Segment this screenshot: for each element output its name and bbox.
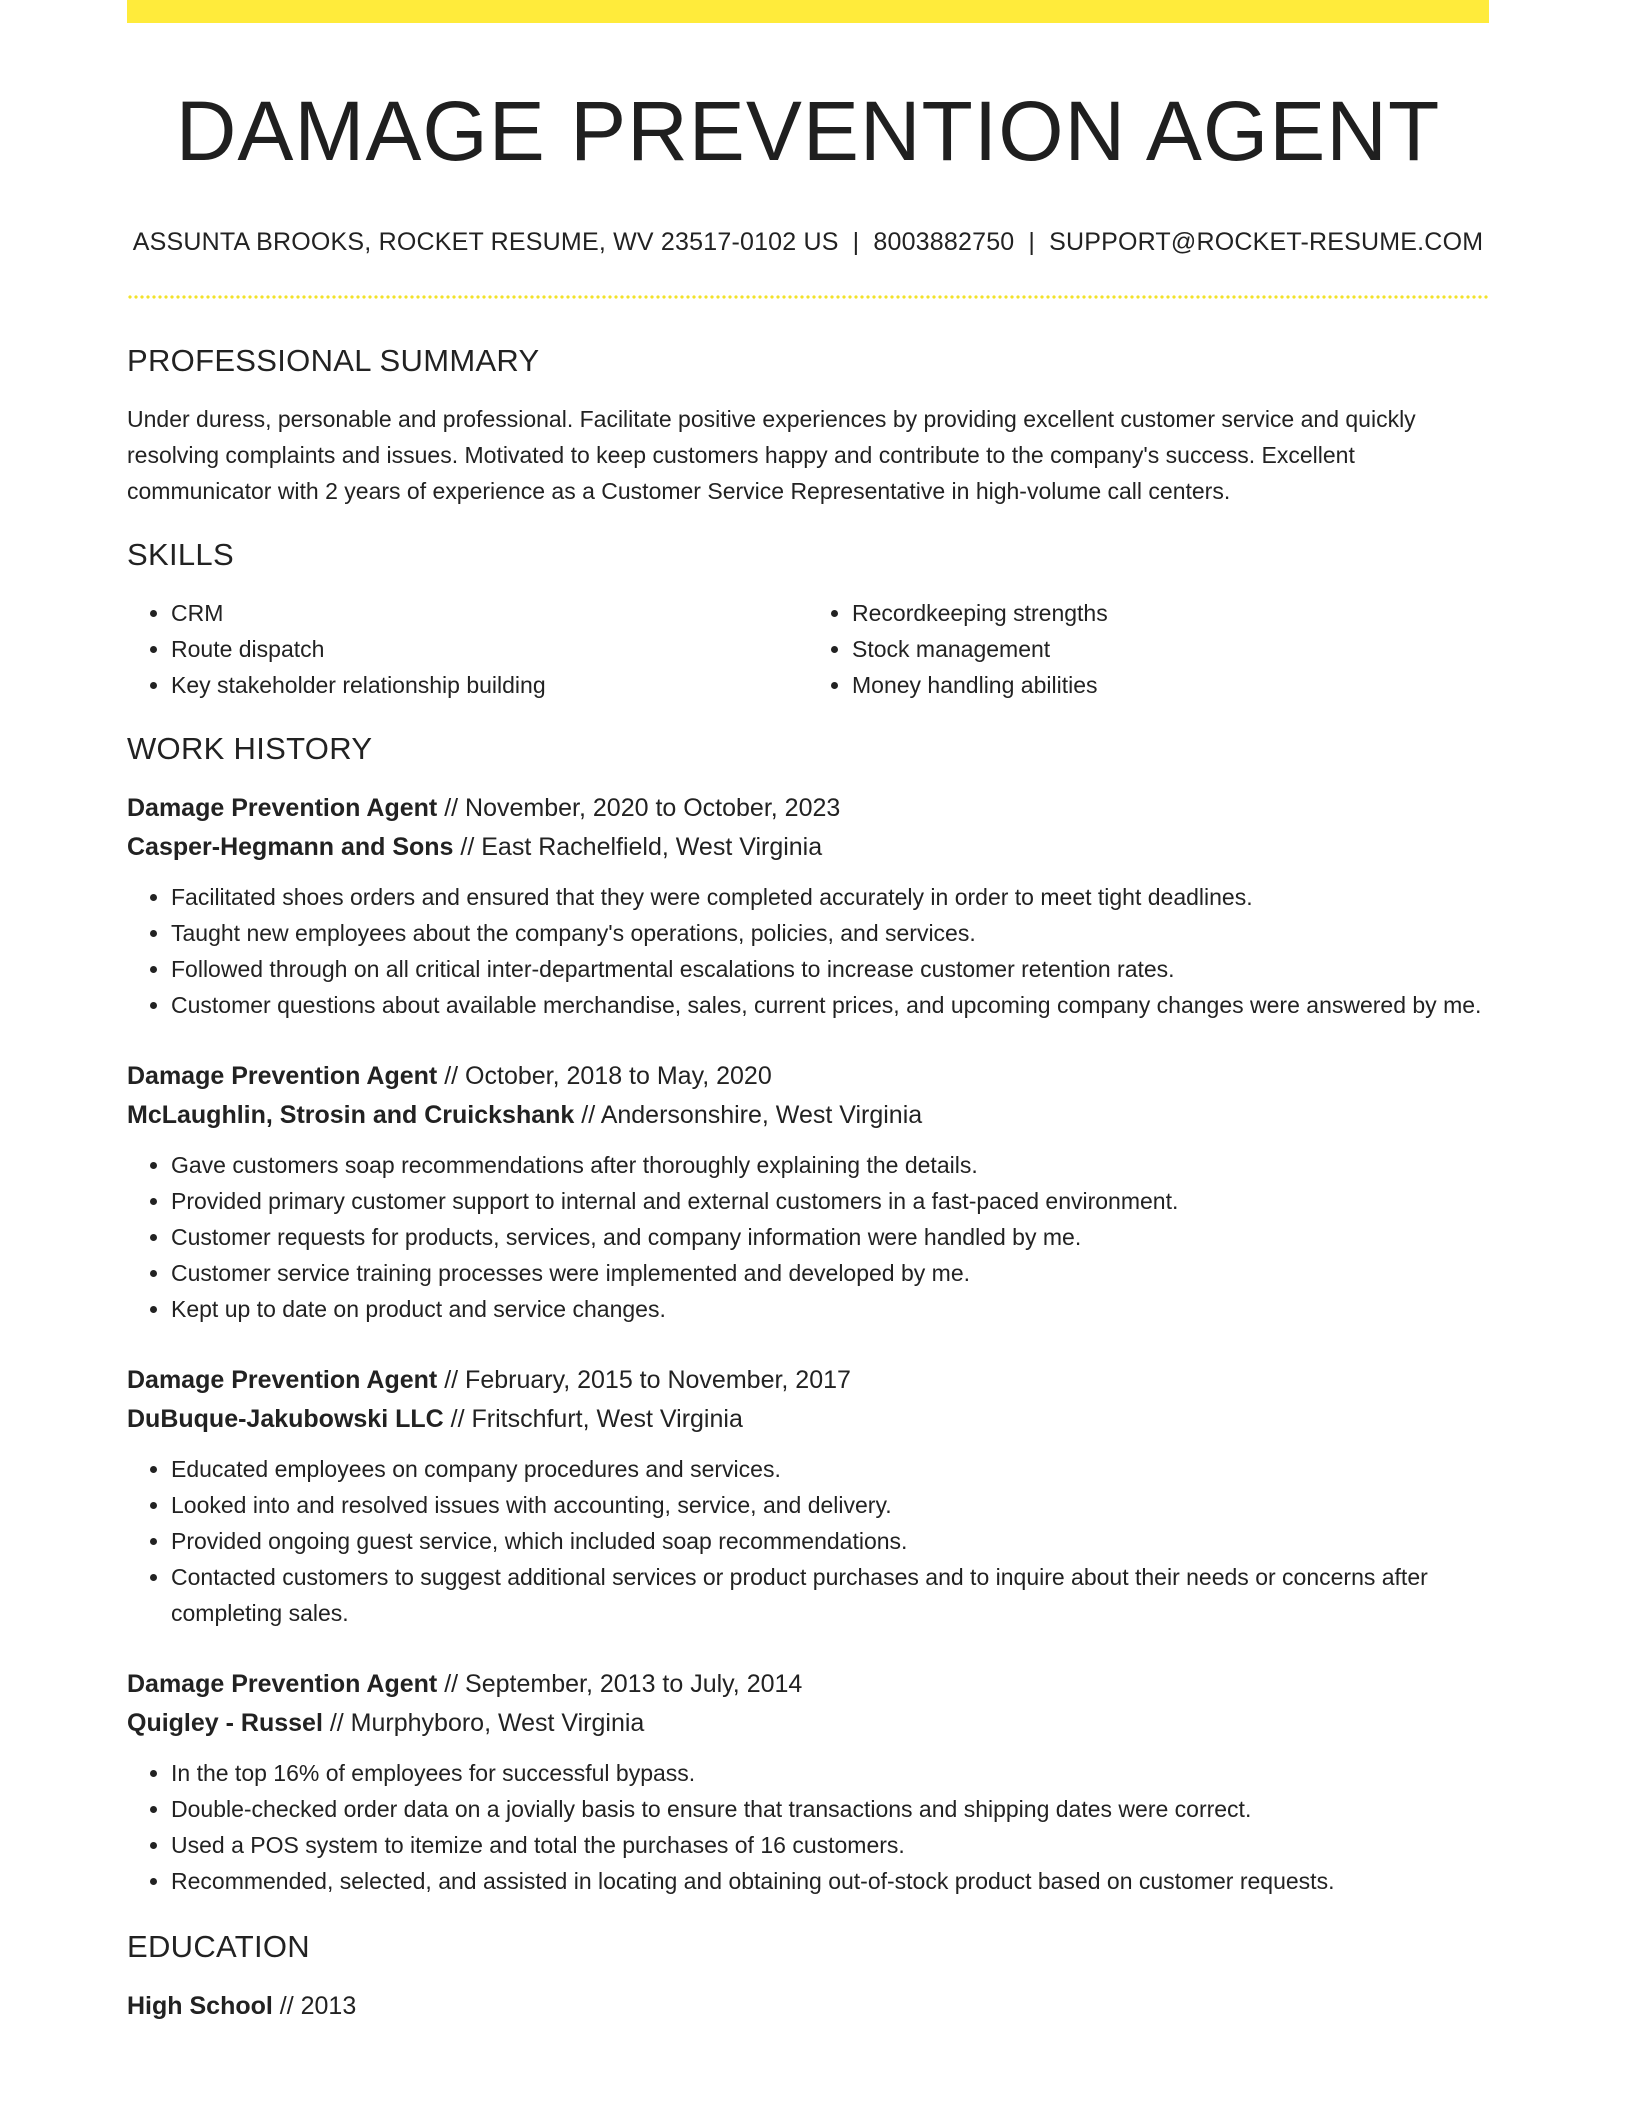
job-company: Quigley - Russel (127, 1708, 323, 1737)
job-title-line (127, 1665, 1489, 1704)
job-duty: • Kept up to date on product and service changes. (171, 1291, 1489, 1327)
job-company-line (127, 1400, 1489, 1439)
job-title-line (127, 789, 1489, 828)
job-dates: // February, 2015 to November, 2017 (437, 1365, 851, 1394)
dotted-divider (127, 295, 1489, 299)
job-duty: • Educated employees on company procedures and services. (171, 1451, 1489, 1487)
skill-item: • Money handling abilities (852, 667, 1489, 703)
job-duty: • In the top 16% of employees for successful bypass. (171, 1755, 1489, 1791)
job-location: // Murphyboro, West Virginia (322, 1708, 645, 1737)
contact-phone: 8003882750 (873, 227, 1015, 256)
contact-separator: | (852, 227, 860, 256)
job-duty: • Facilitated shoes orders and ensured that they were completed accurately in order to meet tight deadlines. (171, 879, 1489, 915)
summary-heading: PROFESSIONAL SUMMARY (127, 342, 540, 378)
resume-title: DAMAGE PREVENTION AGENT (175, 84, 1441, 178)
contact-email: SUPPORT@ROCKET-RESUME.COM (1049, 227, 1484, 256)
job-company-line (127, 828, 1489, 867)
skills-column-left (127, 595, 808, 703)
skills-list (127, 595, 1489, 703)
job-duties (127, 1755, 1489, 1899)
job-duty: • Followed through on all critical inter-departmental escalations to increase customer retention rates. (171, 951, 1489, 987)
job-duties (127, 879, 1489, 1023)
job-title-line (127, 1361, 1489, 1400)
skill-item: • Recordkeeping strengths (852, 595, 1489, 631)
job-location: // Fritschfurt, West Virginia (443, 1404, 743, 1433)
contact-address: ASSUNTA BROOKS, ROCKET RESUME, WV 23517-0102 US (132, 227, 839, 256)
job-duties (127, 1451, 1489, 1631)
job-duty: • Double-checked order data on a jovially basis to ensure that transactions and shipping dates were correct. (171, 1791, 1489, 1827)
job-duty: • Customer requests for products, services, and company information were handled by me. (171, 1219, 1489, 1255)
job-duties (127, 1147, 1489, 1327)
contact-separator: | (1028, 227, 1036, 256)
top-accent-bar (127, 0, 1489, 23)
education-heading: EDUCATION (127, 1928, 310, 1964)
contact-line (127, 228, 1489, 257)
job-duty: • Customer questions about available merchandise, sales, current prices, and upcoming company changes were answered by me. (171, 987, 1489, 1023)
job-duty: • Provided primary customer support to internal and external customers in a fast-paced environment. (171, 1183, 1489, 1219)
job-title: Damage Prevention Agent (127, 1669, 438, 1698)
job-company: McLaughlin, Strosin and Cruickshank (127, 1100, 575, 1129)
education-year: // 2013 (272, 1991, 357, 2020)
education-degree: High School (127, 1991, 273, 2020)
job-duty: • Taught new employees about the company's operations, policies, and services. (171, 915, 1489, 951)
skill-item: • CRM (171, 595, 808, 631)
job-duty: • Used a POS system to itemize and total the purchases of 16 customers. (171, 1827, 1489, 1863)
job-company: Casper-Hegmann and Sons (127, 832, 454, 861)
job-company: DuBuque-Jakubowski LLC (127, 1404, 444, 1433)
job-title: Damage Prevention Agent (127, 1061, 438, 1090)
education-entry (127, 1987, 1489, 2026)
job-entry (127, 1665, 1489, 1899)
job-location: // East Rachelfield, West Virginia (453, 832, 823, 861)
skill-item: • Stock management (852, 631, 1489, 667)
job-title: Damage Prevention Agent (127, 793, 438, 822)
skill-item: • Route dispatch (171, 631, 808, 667)
job-dates: // September, 2013 to July, 2014 (437, 1669, 803, 1698)
job-dates: // October, 2018 to May, 2020 (437, 1061, 772, 1090)
job-dates: // November, 2020 to October, 2023 (437, 793, 841, 822)
job-entry (127, 1361, 1489, 1631)
job-title: Damage Prevention Agent (127, 1365, 438, 1394)
job-company-line (127, 1096, 1489, 1135)
job-location: // Andersonshire, West Virginia (574, 1100, 923, 1129)
job-duty: • Recommended, selected, and assisted in locating and obtaining out-of-stock product based on customer requests. (171, 1863, 1489, 1899)
skills-column-right (808, 595, 1489, 703)
job-duty: • Gave customers soap recommendations after thoroughly explaining the details. (171, 1147, 1489, 1183)
job-entry (127, 789, 1489, 1023)
job-duty: • Contacted customers to suggest additional services or product purchases and to inquire about their needs or concerns after completing sales. (171, 1559, 1489, 1631)
job-entry (127, 1057, 1489, 1327)
skills-heading: SKILLS (127, 536, 234, 572)
job-duty: • Looked into and resolved issues with accounting, service, and delivery. (171, 1487, 1489, 1523)
skill-item: • Key stakeholder relationship building (171, 667, 808, 703)
resume-page (127, 0, 1489, 2026)
job-duty: • Customer service training processes were implemented and developed by me. (171, 1255, 1489, 1291)
job-title-line (127, 1057, 1489, 1096)
job-duty: • Provided ongoing guest service, which included soap recommendations. (171, 1523, 1489, 1559)
work-history-heading: WORK HISTORY (127, 730, 373, 766)
job-company-line (127, 1704, 1489, 1743)
summary-text: Under duress, personable and professional. Facilitate positive experiences by providing excellent customer service and quickly resolving complaints and issues. Motivated to keep customers happy and contribute to the company's success. Excellent communicator with 2 years of experience as a Customer Service Representative in high-volume call centers. (127, 405, 1416, 504)
